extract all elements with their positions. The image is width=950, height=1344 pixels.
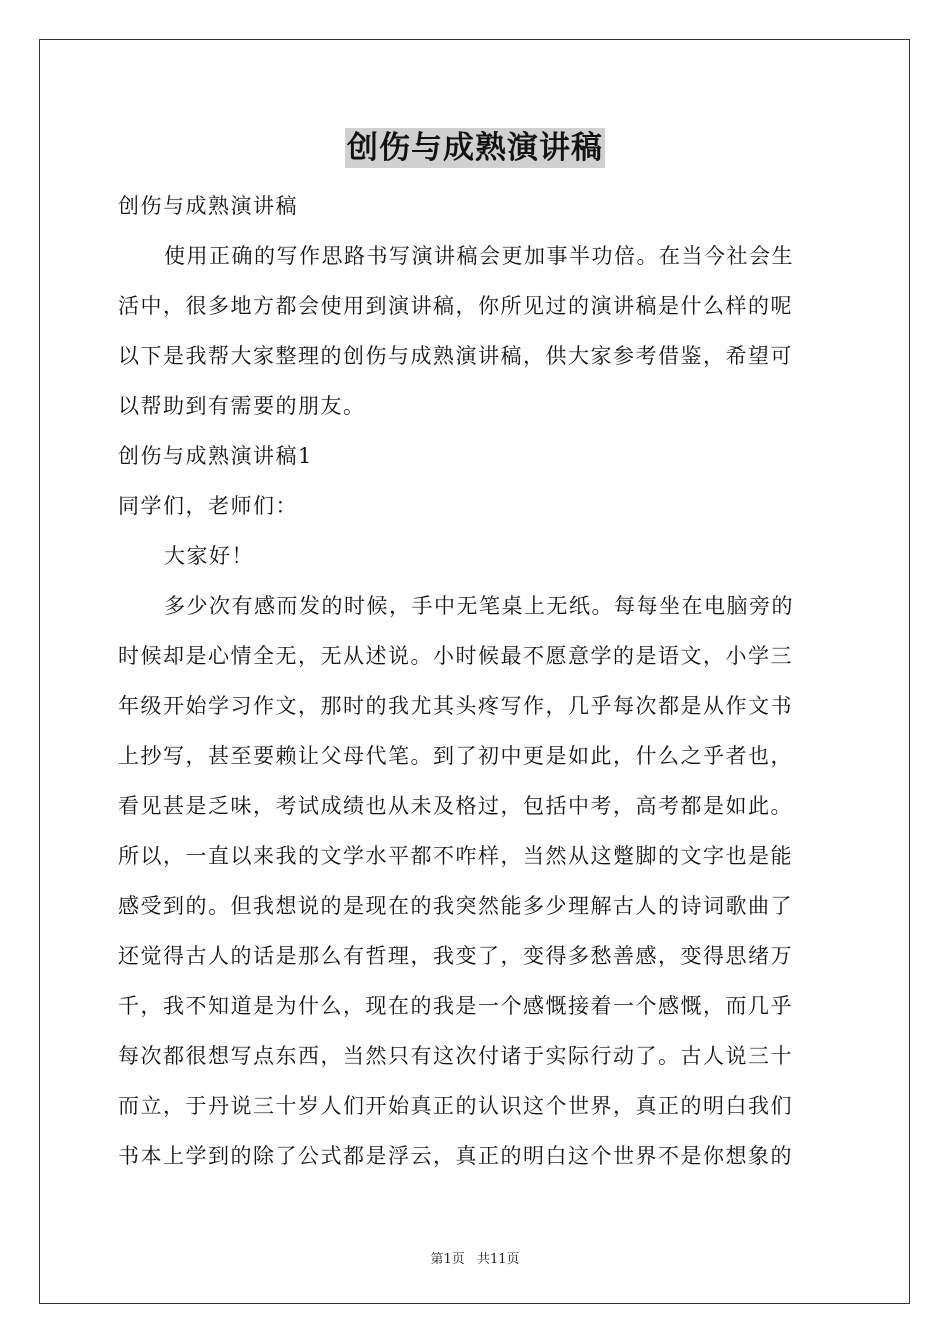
text-line: 上抄写，甚至要赖让父母代笔。到了初中更是如此，什么之乎者也， (118, 744, 793, 768)
document-body (118, 181, 834, 1181)
page-number: 第1页 (430, 1252, 465, 1267)
text-line: 创伤与成熟演讲稿 (118, 194, 298, 218)
text-line: 所以，一直以来我的文学水平都不咋样，当然从这蹩脚的文字也是能 (118, 844, 793, 868)
text-line: 以下是我帮大家整理的创伤与成熟演讲稿，供大家参考借鉴，希望可 (118, 344, 793, 368)
text-line: 使用正确的写作思路书写演讲稿会更加事半功倍。在当今社会生 (164, 244, 794, 268)
text-line: 同学们，老师们： (118, 494, 298, 518)
text-line: 多少次有感而发的时候，手中无笔桌上无纸。每每坐在电脑旁的 (164, 594, 794, 618)
text-line: 感受到的。但我想说的是现在的我突然能多少理解古人的诗词歌曲了 (118, 894, 793, 918)
text-line: 以帮助到有需要的朋友。 (118, 394, 366, 418)
text-line: 千，我不知道是为什么，现在的我是一个感慨接着一个感慨，而几乎 (118, 994, 793, 1018)
page-footer (0, 1248, 950, 1267)
total-pages: 共11页 (476, 1252, 520, 1267)
text-line: 每次都很想写点东西，当然只有这次付诸于实际行动了。古人说三十 (118, 1044, 793, 1068)
text-line: 还觉得古人的话是那么有哲理，我变了，变得多愁善感，变得思绪万 (118, 944, 793, 968)
text-line: 创伤与成熟演讲稿1 (118, 444, 313, 468)
text-line: 看见甚是乏味，考试成绩也从未及格过，包括中考，高考都是如此。 (118, 794, 793, 818)
text-line: 年级开始学习作文，那时的我尤其头疼写作，几乎每次都是从作文书 (118, 694, 793, 718)
document-title: 创伤与成熟演讲稿 (347, 130, 603, 166)
text-line: 书本上学到的除了公式都是浮云，真正的明白这个世界不是你想象的 (118, 1144, 793, 1168)
text-line: 大家好！ (164, 544, 254, 568)
text-line: 时候却是心情全无，无从述说。小时候最不愿意学的是语文，小学三 (118, 644, 793, 668)
title-container (0, 128, 950, 168)
text-line: 而立，于丹说三十岁人们开始真正的认识这个世界，真正的明白我们 (118, 1094, 793, 1118)
text-line: 活中，很多地方都会使用到演讲稿，你所见过的演讲稿是什么样的呢 (118, 294, 793, 318)
